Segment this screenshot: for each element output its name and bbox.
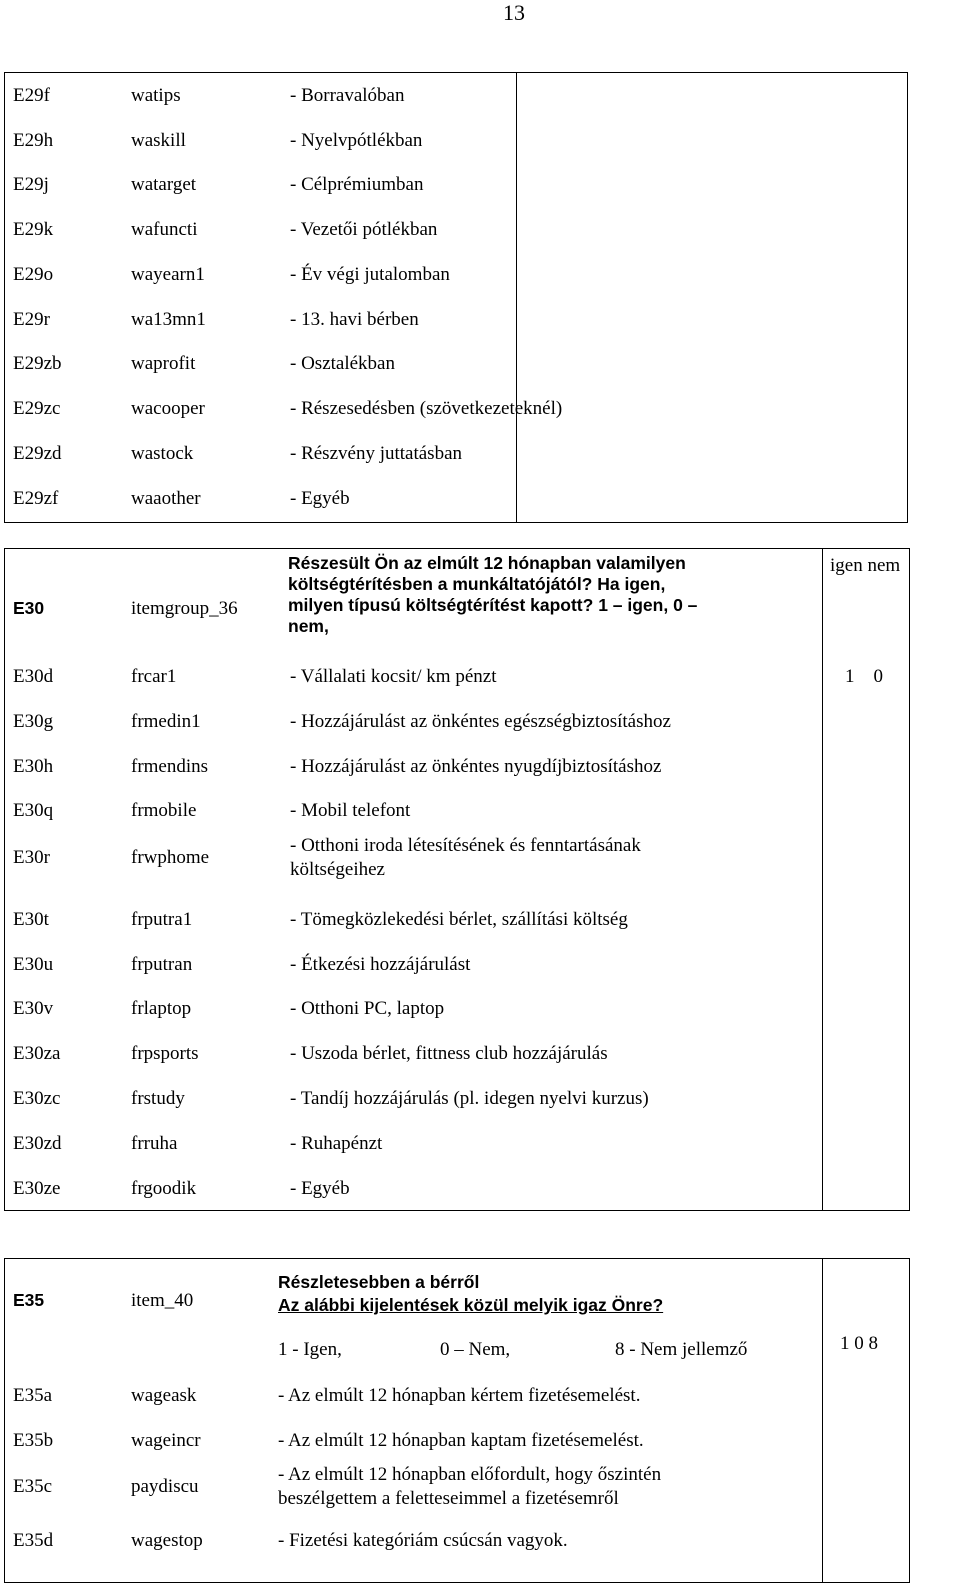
e29-row-var: wastock — [131, 443, 194, 464]
e29-row-label: - Egyéb — [290, 488, 350, 509]
e29-row-code: E29k — [13, 219, 54, 240]
e35-option-8: 8 - Nem jellemző — [615, 1339, 748, 1360]
e35-question: Az alábbi kijelentések közül melyik igaz Önre? — [278, 1295, 664, 1315]
e35-option-0: 0 – Nem, — [440, 1339, 511, 1360]
e30-row-label: - Étkezési hozzájárulást — [290, 954, 471, 975]
e30-row-code: E30ze — [13, 1178, 61, 1199]
e30-row-var: frstudy — [131, 1088, 185, 1109]
e29-row-code: E29r — [13, 309, 50, 330]
e29-row-var: waskill — [131, 130, 186, 151]
e35-row-var: paydiscu — [131, 1476, 199, 1497]
e35-answer-codes: 1 0 8 — [840, 1333, 878, 1354]
e30-row-label: - Tandíj hozzájárulás (pl. idegen nyelvi kurzus) — [290, 1088, 649, 1109]
e30-question-line1: Részesült Ön az elmúlt 12 hónapban valamilyen — [288, 553, 686, 573]
e35-row-label: - Az elmúlt 12 hónapban előfordult, hogy őszintén — [278, 1464, 662, 1485]
e35-row-label: - Az elmúlt 12 hónapban kértem fizetésemelést. — [278, 1385, 641, 1406]
e29-row-label: - Nyelvpótlékban — [290, 130, 423, 151]
e30-row-label: - Egyéb — [290, 1178, 350, 1199]
e30-row-label: - Otthoni iroda létesítésének és fenntartásának — [290, 835, 641, 856]
e30-row-label: - Mobil telefont — [290, 800, 411, 821]
e29-row-label: - Év végi jutalomban — [290, 264, 450, 285]
e30-question-line4: nem, — [288, 616, 329, 636]
e30-row-var: frmedin1 — [131, 711, 201, 732]
e29-row-label: - 13. havi bérben — [290, 309, 419, 330]
e30-row-code: E30g — [13, 711, 54, 732]
table-e30-divider — [822, 548, 823, 1211]
e30-answer-codes: 1 0 — [845, 666, 883, 687]
e29-row-label: - Részesedésben (szövetkezeteknél) — [290, 398, 563, 419]
e30-row-code: E30q — [13, 800, 54, 821]
e30-row-var: frlaptop — [131, 998, 192, 1019]
e29-row-var: watips — [131, 85, 181, 106]
e29-row-code: E29zf — [13, 488, 59, 509]
e30-row-var: frmendins — [131, 756, 209, 777]
e29-row-code: E29o — [13, 264, 54, 285]
e30-row-code: E30zd — [13, 1133, 62, 1154]
e30-row-code: E30t — [13, 909, 49, 930]
table-e35-divider — [822, 1258, 823, 1583]
e35-row-label: - Fizetési kategóriám csúcsán vagyok. — [278, 1530, 568, 1551]
e30-answer-header: igen nem — [830, 555, 901, 576]
e29-row-var: wa13mn1 — [131, 309, 206, 330]
e29-row-var: wacooper — [131, 398, 205, 419]
e30-row-var: frcar1 — [131, 666, 177, 687]
e30-row-var: frgoodik — [131, 1178, 197, 1199]
e35-row-var: wageincr — [131, 1430, 201, 1451]
e30-row-label: - Otthoni PC, laptop — [290, 998, 445, 1019]
e35-row-code: E35a — [13, 1385, 53, 1406]
e29-row-code: E29zb — [13, 353, 62, 374]
e29-row-var: watarget — [131, 174, 197, 195]
e35-row-var: wagestop — [131, 1530, 203, 1551]
e30-row-label: - Ruhapénzt — [290, 1133, 383, 1154]
e30-row-var: frpsports — [131, 1043, 199, 1064]
e29-row-code: E29zd — [13, 443, 62, 464]
e29-row-code: E29j — [13, 174, 49, 195]
e29-row-code: E29zc — [13, 398, 61, 419]
e29-row-label: - Részvény juttatásban — [290, 443, 463, 464]
e30-row-label: - Vállalati kocsit/ km pénzt — [290, 666, 497, 687]
e35-option-1: 1 - Igen, — [278, 1339, 342, 1360]
e35-row-var: wageask — [131, 1385, 197, 1406]
e30-row-code: E30u — [13, 954, 54, 975]
e35-title: Részletesebben a bérről — [278, 1272, 480, 1292]
e35-row-label-line2: beszélgettem a feletteseimmel a fizetésemről — [278, 1488, 619, 1509]
e30-row-label: - Tömegközlekedési bérlet, szállítási költség — [290, 909, 628, 930]
e35-code: E35 — [13, 1290, 45, 1310]
e30-row-var: frruha — [131, 1133, 178, 1154]
e29-row-var: waprofit — [131, 353, 196, 374]
e29-row-label: - Célprémiumban — [290, 174, 424, 195]
table-e30-frame — [4, 548, 910, 1211]
e30-row-var: frmobile — [131, 800, 197, 821]
e35-row-code: E35d — [13, 1530, 54, 1551]
e29-row-label: - Borravalóban — [290, 85, 405, 106]
e30-row-var: frputran — [131, 954, 193, 975]
e30-row-code: E30r — [13, 847, 50, 868]
e30-row-code: E30v — [13, 998, 54, 1019]
e30-row-label: - Hozzájárulást az önkéntes nyugdíjbiztosításhoz — [290, 756, 662, 777]
e29-row-code: E29f — [13, 85, 50, 106]
e29-row-label: - Vezetői pótlékban — [290, 219, 438, 240]
e30-question-line2: költségtérítésben a munkáltatójától? Ha igen, — [288, 574, 666, 594]
page-number: 13 — [503, 0, 525, 25]
e30-row-label: - Hozzájárulást az önkéntes egészségbiztosításhoz — [290, 711, 671, 732]
e30-row-label-line2: költségeihez — [290, 859, 385, 880]
e35-var: item_40 — [131, 1290, 194, 1311]
e30-row-code: E30zc — [13, 1088, 61, 1109]
e30-row-var: frputra1 — [131, 909, 193, 930]
e30-row-code: E30d — [13, 666, 54, 687]
e30-var: itemgroup_36 — [131, 598, 238, 619]
e30-row-code: E30h — [13, 756, 54, 777]
e29-row-code: E29h — [13, 130, 54, 151]
e30-code: E30 — [13, 598, 45, 618]
e29-row-var: wafuncti — [131, 219, 198, 240]
e30-row-var: frwphome — [131, 847, 210, 868]
e30-question-line3: milyen típusú költségtérítést kapott? 1 – igen, 0 – — [288, 595, 698, 615]
e29-row-var: wayearn1 — [131, 264, 205, 285]
e29-row-label: - Osztalékban — [290, 353, 395, 374]
e35-row-code: E35c — [13, 1476, 53, 1497]
e29-row-var: waaother — [131, 488, 201, 509]
e35-row-code: E35b — [13, 1430, 54, 1451]
e35-row-label: - Az elmúlt 12 hónapban kaptam fizetésemelést. — [278, 1430, 644, 1451]
e30-row-label: - Uszoda bérlet, fittness club hozzájárulás — [290, 1043, 608, 1064]
e30-row-code: E30za — [13, 1043, 61, 1064]
